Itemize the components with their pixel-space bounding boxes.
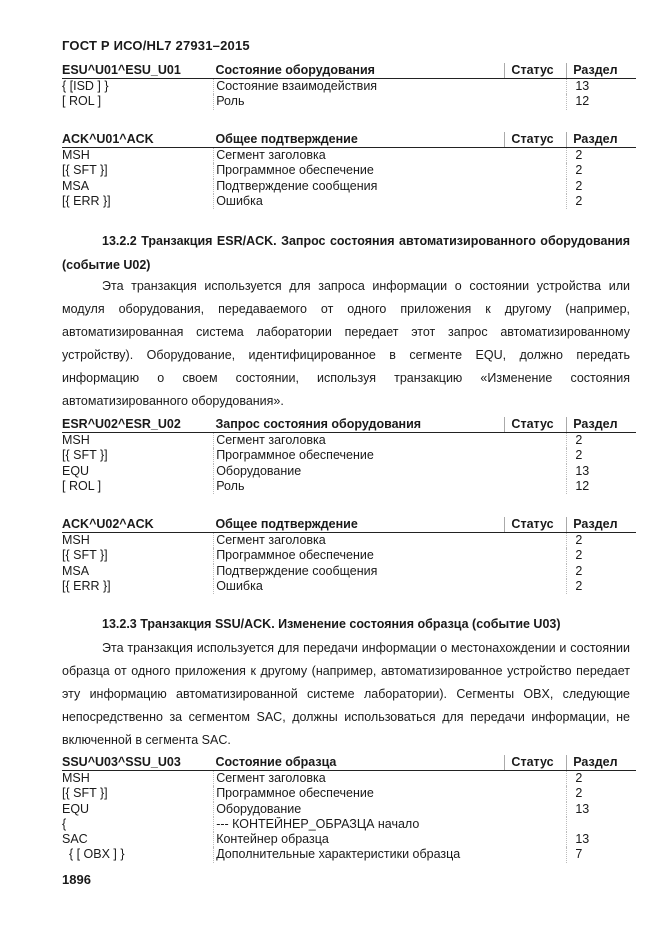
header-segment: ESR^U02^ESR_U02 [62, 417, 181, 431]
header-segment: ESU^U01^ESU_U01 [62, 63, 181, 77]
cell-status [505, 179, 567, 194]
cell-segment: MSH [62, 433, 90, 447]
header-status: Статус [504, 517, 566, 532]
cell-section: 2 [566, 786, 636, 801]
cell-status [505, 448, 567, 463]
cell-section: 2 [566, 179, 636, 194]
cell-status [505, 148, 567, 163]
cell-description: Оборудование [213, 802, 504, 817]
cell-description: Программное обеспечение [213, 448, 504, 463]
cell-description: Программное обеспечение [213, 163, 504, 178]
cell-section: 7 [566, 847, 636, 862]
table-row [62, 148, 636, 163]
section-number: 13.2.2 [102, 234, 137, 248]
table-header [62, 517, 636, 533]
cell-description: Состояние взаимодействия [213, 79, 504, 94]
cell-section: 2 [566, 533, 636, 548]
cell-description: Программное обеспечение [213, 548, 504, 563]
cell-section: 2 [566, 433, 636, 448]
section-title: Транзакция SSU/ACK. Изменение состояния образца (событие U03) [140, 617, 561, 631]
header-section: Раздел [566, 755, 636, 770]
table-esr-u02 [62, 417, 636, 494]
cell-segment: [{ SFT }] [62, 448, 108, 463]
document-id: ГОСТ Р ИСО/HL7 27931–2015 [62, 38, 250, 53]
table-row [62, 464, 636, 479]
section-title: Транзакция ESR/ACK. Запрос состояния автоматизированного оборудования (событие U02) [62, 234, 630, 272]
cell-segment: SAC [62, 832, 88, 847]
cell-status [505, 79, 567, 94]
header-description: Запрос состояния оборудования [215, 417, 422, 431]
cell-description: --- КОНТЕЙНЕР_ОБРАЗЦА начало [213, 817, 504, 832]
cell-description: Ошибка [213, 194, 504, 209]
cell-segment: { [ OBX ] } [62, 847, 125, 862]
header-status: Статус [504, 132, 566, 147]
section-13-2-2-body: Эта транзакция используется для запроса информации о состоянии устройства или модуля оборудования, передаваемого от одного приложения к другому (например, автоматизированная система лаборатории передает этот запрос автоматизированному устройству). Оборудование, идентифицированное в сегменте EQU, должно передать информацию о своем состоянии, используя транзакцию «Изменение состояния автоматизированного оборудования». [62, 279, 630, 408]
section-number: 13.2.3 [102, 617, 137, 631]
cell-status [505, 786, 567, 801]
cell-section: 2 [566, 564, 636, 579]
page-number: 1896 [62, 872, 91, 887]
cell-section [566, 817, 636, 832]
section-13-2-3-heading [62, 612, 630, 636]
table-row [62, 79, 636, 94]
header-segment: ACK^U02^ACK [62, 517, 154, 531]
cell-segment: { [62, 816, 67, 831]
cell-status [505, 433, 567, 448]
cell-section: 2 [566, 194, 636, 209]
cell-status [505, 194, 567, 209]
table-row [62, 479, 636, 494]
cell-status [505, 564, 567, 579]
header-description: Общее подтверждение [215, 517, 358, 531]
table-row [62, 847, 636, 862]
table-row [62, 832, 636, 847]
cell-status [505, 479, 567, 494]
cell-segment: [ ROL ] [62, 94, 102, 109]
cell-segment: [{ SFT }] [62, 786, 108, 801]
header-description: Состояние образца [215, 755, 337, 769]
cell-section: 2 [566, 148, 636, 163]
cell-segment: MSA [62, 178, 90, 193]
cell-description: Программное обеспечение [213, 786, 504, 801]
cell-status [505, 817, 567, 832]
cell-description: Ошибка [213, 579, 504, 594]
cell-section: 2 [566, 548, 636, 563]
cell-status [505, 94, 567, 109]
cell-section: 2 [566, 448, 636, 463]
header-description: Состояние оборудования [215, 63, 375, 77]
cell-description: Роль [213, 479, 504, 494]
cell-segment: [{ SFT }] [62, 163, 108, 178]
cell-segment: EQU [62, 801, 90, 816]
cell-section: 2 [566, 163, 636, 178]
table-row [62, 94, 636, 109]
cell-segment: MSH [62, 148, 90, 162]
table-row [62, 817, 636, 832]
cell-segment: [ ROL ] [62, 478, 102, 493]
cell-status [505, 533, 567, 548]
cell-description: Контейнер образца [213, 832, 504, 847]
table-row [62, 802, 636, 817]
cell-description: Подтверждение сообщения [213, 564, 504, 579]
header-segment: SSU^U03^SSU_U03 [62, 755, 181, 769]
cell-segment: [{ ERR }] [62, 578, 111, 593]
cell-segment: EQU [62, 463, 90, 478]
header-section: Раздел [566, 417, 636, 432]
table-header [62, 63, 636, 79]
table-row [62, 194, 636, 209]
table-header [62, 132, 636, 148]
cell-description: Сегмент заголовка [213, 771, 504, 786]
cell-description: Дополнительные характеристики образца [213, 847, 504, 862]
cell-segment: MSH [62, 771, 90, 785]
header-description: Общее подтверждение [215, 132, 358, 146]
cell-section: 2 [566, 771, 636, 786]
cell-section: 13 [566, 802, 636, 817]
table-ssu-u03 [62, 755, 636, 863]
table-row [62, 433, 636, 448]
cell-segment: { [ISD ] } [62, 79, 109, 93]
table-row [62, 163, 636, 178]
cell-segment: [{ ERR }] [62, 193, 111, 208]
section-13-2-3-body: Эта транзакция используется для передачи информации о местонахождении и состоянии образца от одного приложения к другому (например, автоматизированное устройство передает эту информацию автоматизированной системе лаборатории). Сегменты OBX, следующие непосредственно за сегментом SAC, должны использоваться для передачи информации, не включенной в сегмента SAC. [62, 641, 630, 747]
cell-segment: [{ SFT }] [62, 548, 108, 563]
cell-section: 2 [566, 579, 636, 594]
section-13-2-2-heading [62, 229, 630, 277]
table-row [62, 533, 636, 548]
cell-section: 13 [566, 464, 636, 479]
cell-description: Сегмент заголовка [213, 433, 504, 448]
cell-status [505, 832, 567, 847]
cell-section: 13 [566, 832, 636, 847]
cell-section: 13 [566, 79, 636, 94]
header-status: Статус [504, 63, 566, 78]
header-status: Статус [504, 755, 566, 770]
table-row [62, 548, 636, 563]
cell-status [505, 163, 567, 178]
cell-description: Сегмент заголовка [213, 533, 504, 548]
table-esu-u01 [62, 63, 636, 110]
header-segment: ACK^U01^ACK [62, 132, 154, 146]
table-header [62, 417, 636, 433]
header-section: Раздел [566, 63, 636, 78]
table-ack-u02 [62, 517, 636, 594]
cell-status [505, 847, 567, 862]
cell-status [505, 579, 567, 594]
cell-status [505, 464, 567, 479]
cell-description: Сегмент заголовка [213, 148, 504, 163]
header-status: Статус [504, 417, 566, 432]
header-section: Раздел [566, 132, 636, 147]
cell-status [505, 802, 567, 817]
cell-description: Роль [213, 94, 504, 109]
cell-section: 12 [566, 479, 636, 494]
cell-status [505, 771, 567, 786]
cell-segment: MSH [62, 533, 90, 547]
table-header [62, 755, 636, 771]
cell-section: 12 [566, 94, 636, 109]
table-row [62, 771, 636, 786]
table-row [62, 448, 636, 463]
table-ack-u01 [62, 132, 636, 209]
header-section: Раздел [566, 517, 636, 532]
table-row [62, 579, 636, 594]
table-row [62, 564, 636, 579]
cell-status [505, 548, 567, 563]
cell-description: Оборудование [213, 464, 504, 479]
cell-description: Подтверждение сообщения [213, 179, 504, 194]
table-row [62, 786, 636, 801]
cell-segment: MSA [62, 563, 90, 578]
table-row [62, 179, 636, 194]
